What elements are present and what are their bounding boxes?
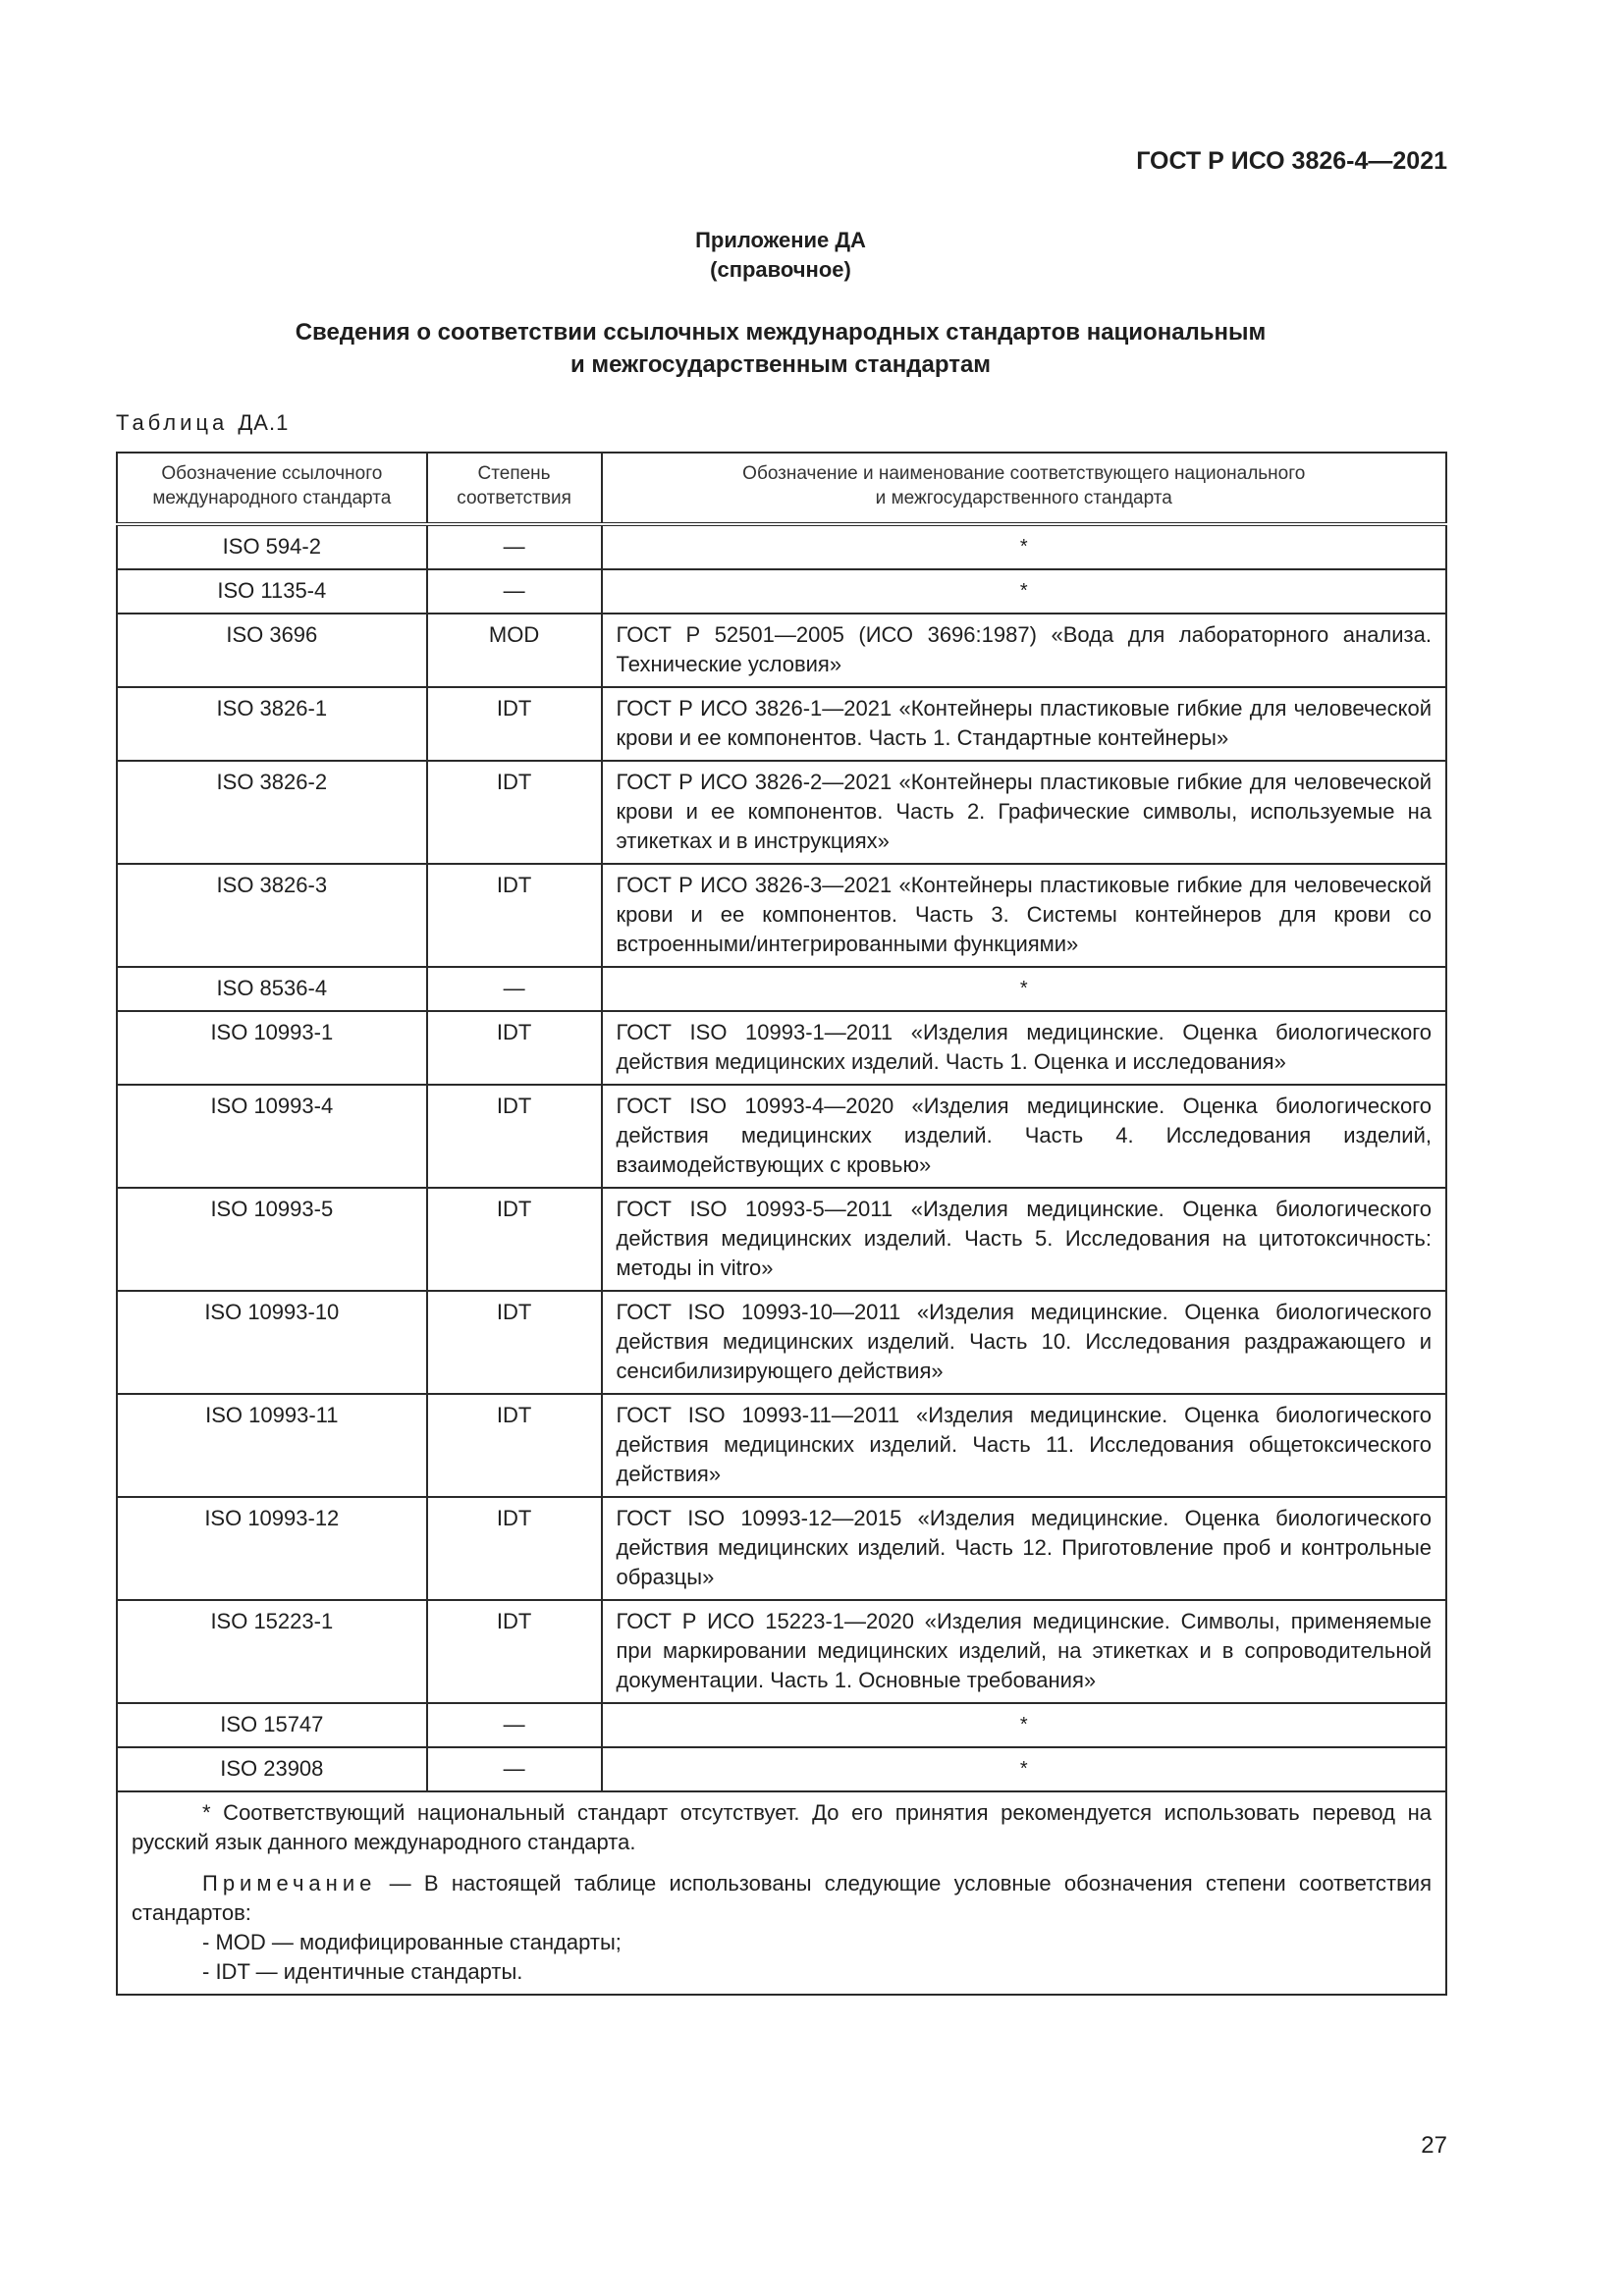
table-row <box>117 1497 1446 1600</box>
degree-cell: — <box>427 524 602 569</box>
note <box>132 1869 1432 1928</box>
table-row <box>117 569 1446 614</box>
table-row <box>117 1703 1446 1747</box>
table-row <box>117 1600 1446 1703</box>
degree-cell: — <box>427 1747 602 1791</box>
page-title <box>147 316 1414 381</box>
document-code: ГОСТ Р ИСО 3826-4—2021 <box>1136 147 1447 175</box>
ref-cell: ISO 3826-3 <box>117 864 427 967</box>
degree-cell: IDT <box>427 761 602 864</box>
national-cell: ГОСТ Р ИСО 15223-1—2020 «Изделия медицинские. Символы, применяемые при маркировании медицинских изделий, на этикетках и в сопроводительной документации. Часть 1. Основные требования» <box>602 1600 1446 1703</box>
degree-cell: — <box>427 569 602 614</box>
table-row <box>117 524 1446 569</box>
table-row <box>117 1011 1446 1085</box>
table-row <box>117 1188 1446 1291</box>
header-degree-line1: Степень <box>477 463 551 484</box>
national-cell: * <box>602 967 1446 1011</box>
appendix-heading <box>0 226 1561 285</box>
table-row <box>117 967 1446 1011</box>
national-cell: * <box>602 569 1446 614</box>
header-ref-standard <box>117 453 427 524</box>
appendix-title: Приложение ДА <box>695 228 866 252</box>
table-header-row <box>117 453 1446 524</box>
header-ref-line2: международного стандарта <box>152 488 392 508</box>
ref-cell: ISO 3826-1 <box>117 687 427 761</box>
note-label: Примечание <box>202 1871 377 1896</box>
national-cell: * <box>602 524 1446 569</box>
header-national-line2: и межгосударственного стандарта <box>875 488 1172 508</box>
table-caption-word: Таблица <box>116 410 229 435</box>
ref-cell: ISO 10993-4 <box>117 1085 427 1188</box>
degree-cell: IDT <box>427 1188 602 1291</box>
degree-cell: IDT <box>427 1497 602 1600</box>
table-row <box>117 1394 1446 1497</box>
header-ref-line1: Обозначение ссылочного <box>161 463 383 484</box>
header-degree-line2: соответствия <box>457 488 571 508</box>
header-degree <box>427 453 602 524</box>
ref-cell: ISO 15747 <box>117 1703 427 1747</box>
table-row <box>117 1747 1446 1791</box>
ref-cell: ISO 3696 <box>117 614 427 687</box>
ref-cell: ISO 594-2 <box>117 524 427 569</box>
national-cell: ГОСТ Р 52501—2005 (ИСО 3696:1987) «Вода для лабораторного анализа. Технические условия» <box>602 614 1446 687</box>
degree-cell: IDT <box>427 864 602 967</box>
page-title-line1: Сведения о соответствии ссылочных международных стандартов национальным <box>295 319 1267 346</box>
national-cell: ГОСТ ISO 10993-5—2011 «Изделия медицинские. Оценка биологического действия медицинских изделий. Часть 5. Исследования на цитотоксичность: методы in vitro» <box>602 1188 1446 1291</box>
national-cell: ГОСТ ISO 10993-4—2020 «Изделия медицинские. Оценка биологического действия медицинских изделий. Часть 4. Исследования изделий, взаимодействующих с кровью» <box>602 1085 1446 1188</box>
ref-cell: ISO 23908 <box>117 1747 427 1791</box>
table-caption-number: ДА.1 <box>238 410 290 435</box>
degree-cell: IDT <box>427 687 602 761</box>
table-row <box>117 614 1446 687</box>
ref-cell: ISO 10993-10 <box>117 1291 427 1394</box>
legend-item: - MOD — модифицированные стандарты; <box>202 1930 622 1954</box>
degree-cell: IDT <box>427 1600 602 1703</box>
header-national-line1: Обозначение и наименование соответствующего национального <box>742 463 1306 484</box>
national-cell: ГОСТ ISO 10993-1—2011 «Изделия медицинские. Оценка биологического действия медицинских изделий. Часть 1. Оценка и исследования» <box>602 1011 1446 1085</box>
national-cell: * <box>602 1703 1446 1747</box>
degree-cell: — <box>427 1703 602 1747</box>
ref-cell: ISO 8536-4 <box>117 967 427 1011</box>
national-cell: ГОСТ Р ИСО 3826-1—2021 «Контейнеры пластиковые гибкие для человеческой крови и ее компонентов. Часть 1. Стандартные контейнеры» <box>602 687 1446 761</box>
footnote: * Соответствующий национальный стандарт отсутствует. До его принятия рекомендуется использовать перевод на русский язык данного международного стандарта. <box>132 1800 1432 1854</box>
degree-cell: MOD <box>427 614 602 687</box>
table-row <box>117 761 1446 864</box>
header-national-standard <box>602 453 1446 524</box>
degree-cell: IDT <box>427 1011 602 1085</box>
degree-cell: IDT <box>427 1291 602 1394</box>
ref-cell: ISO 10993-11 <box>117 1394 427 1497</box>
ref-cell: ISO 3826-2 <box>117 761 427 864</box>
ref-cell: ISO 15223-1 <box>117 1600 427 1703</box>
degree-cell: IDT <box>427 1394 602 1497</box>
table-row <box>117 1291 1446 1394</box>
national-cell: ГОСТ ISO 10993-12—2015 «Изделия медицинские. Оценка биологического действия медицинских изделий. Часть 12. Приготовление проб и контрольные образцы» <box>602 1497 1446 1600</box>
degree-cell: — <box>427 967 602 1011</box>
ref-cell: ISO 1135-4 <box>117 569 427 614</box>
page-title-line2: и межгосударственным стандартам <box>569 351 992 378</box>
legend-item: - IDT — идентичные стандарты. <box>202 1959 523 1984</box>
table-row <box>117 864 1446 967</box>
note-text: — В настоящей таблице использованы следующие условные обозначения степени соответствия стандартов: <box>132 1871 1432 1925</box>
national-cell: ГОСТ ISO 10993-10—2011 «Изделия медицинские. Оценка биологического действия медицинских изделий. Часть 10. Исследования раздражающего и сенсибилизирующего действия» <box>602 1291 1446 1394</box>
table-notes-row <box>117 1791 1446 1995</box>
national-cell: ГОСТ Р ИСО 3826-3—2021 «Контейнеры пластиковые гибкие для человеческой крови и ее компонентов. Часть 3. Системы контейнеров для крови со встроенными/интегрированными функциями» <box>602 864 1446 967</box>
ref-cell: ISO 10993-1 <box>117 1011 427 1085</box>
ref-cell: ISO 10993-12 <box>117 1497 427 1600</box>
national-cell: ГОСТ ISO 10993-11—2011 «Изделия медицинские. Оценка биологического действия медицинских изделий. Часть 11. Исследования общетоксического действия» <box>602 1394 1446 1497</box>
table-row <box>117 687 1446 761</box>
appendix-subtitle: (справочное) <box>710 257 851 282</box>
degree-cell: IDT <box>427 1085 602 1188</box>
table-notes <box>117 1791 1446 1995</box>
table-row <box>117 1085 1446 1188</box>
national-cell: * <box>602 1747 1446 1791</box>
table-caption <box>116 410 289 436</box>
ref-cell: ISO 10993-5 <box>117 1188 427 1291</box>
standards-table <box>116 452 1447 1996</box>
national-cell: ГОСТ Р ИСО 3826-2—2021 «Контейнеры пластиковые гибкие для человеческой крови и ее компонентов. Часть 2. Графические символы, используемые на этикетках и в инструкциях» <box>602 761 1446 864</box>
page-number: 27 <box>1421 2132 1447 2159</box>
